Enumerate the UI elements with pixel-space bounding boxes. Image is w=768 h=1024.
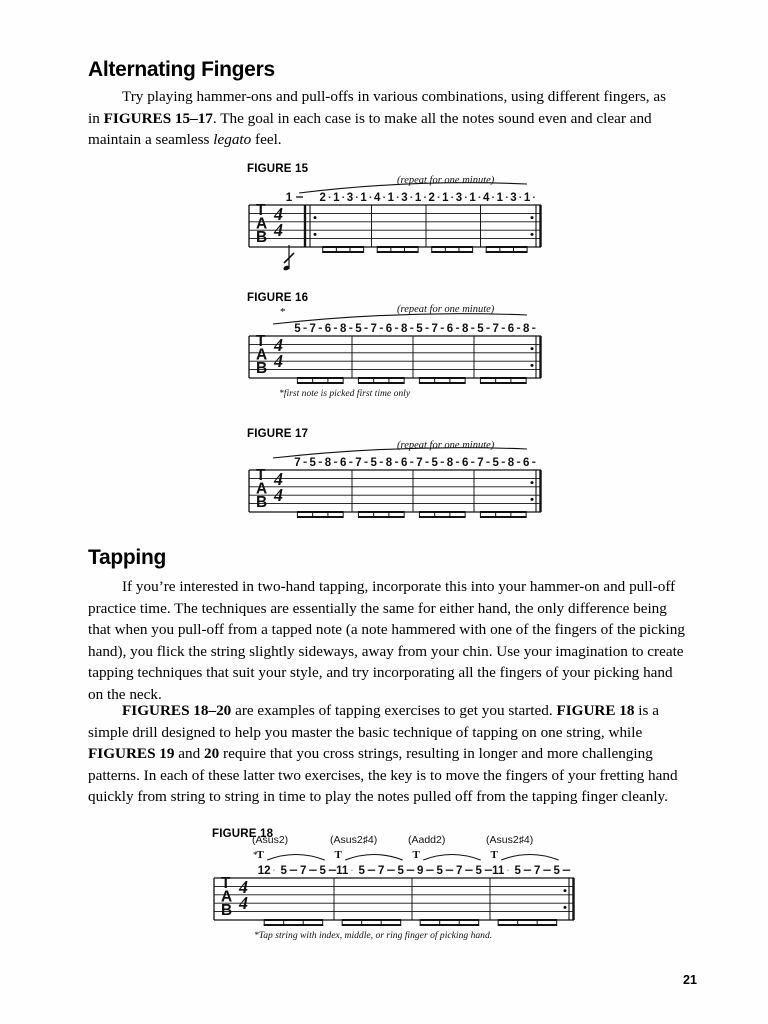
fret-number: 8 <box>385 457 393 469</box>
figure-16-footnote: *first note is picked first time only <box>279 388 411 399</box>
chord-label-wrapper <box>486 834 596 850</box>
text-run: FIGURES 19 <box>88 745 175 762</box>
figure-18-footnote: *Tap string with index, middle, or ring finger of picking hand. <box>254 930 493 941</box>
fret-number: 5 <box>431 457 438 469</box>
fret-number: 7 <box>370 323 377 335</box>
fret-number: 7 <box>294 457 301 469</box>
figure-17-label: FIGURE 17 <box>247 428 309 440</box>
start-repeat-dot <box>314 216 317 219</box>
fret-number: 7 <box>431 323 438 335</box>
fret-number: 6 <box>507 323 515 335</box>
text-run: legato <box>213 131 252 148</box>
fret-number: 11 <box>492 865 505 877</box>
fret-number: 5 <box>477 323 484 335</box>
paragraph-alternating-fingers <box>88 86 680 151</box>
slur-arc <box>267 855 325 861</box>
page-number: 21 <box>683 973 697 987</box>
fret-number: 5 <box>416 323 423 335</box>
fret-number: 7 <box>299 865 307 877</box>
figure-16-label: FIGURE 16 <box>247 292 309 304</box>
slur-arc <box>345 855 403 861</box>
fret-number: 5 <box>309 457 316 469</box>
time-signature-digit: 4 <box>274 485 283 505</box>
chord-label: (Asus2) <box>252 834 289 846</box>
fret-number: 3 <box>401 192 408 204</box>
fret-number: 1 <box>387 192 395 204</box>
fret-number: 8 <box>339 323 347 335</box>
fret-number: 6 <box>339 457 347 469</box>
figure-17-tab-staff <box>247 428 547 528</box>
fret-number: 1 <box>442 192 449 204</box>
text-run: Try playing hammer-ons and pull-offs in various combinations, using different fingers, as in <box>88 88 666 127</box>
tap-marker: T <box>334 849 342 861</box>
fret-number: 5 <box>280 865 287 877</box>
figure-18-label: FIGURE 18 <box>212 828 274 840</box>
fret-number: 8 <box>400 323 408 335</box>
end-repeat-dot <box>531 233 534 236</box>
fret-number: 6 <box>400 457 408 469</box>
figure-18-asterisk: * <box>253 850 258 860</box>
tab-clef-letter: T <box>256 467 266 484</box>
text-run: FIGURES 18–20 <box>122 702 232 719</box>
fret-number: 5 <box>553 865 560 877</box>
tab-clef-letter: A <box>256 346 268 364</box>
fret-number: 8 <box>522 323 530 335</box>
fret-number: 3 <box>346 192 354 204</box>
fret-number: 6 <box>385 323 393 335</box>
end-repeat-dot <box>531 364 534 367</box>
pickup-fret-number: 1 <box>285 192 293 204</box>
fret-number: 7 <box>455 865 463 877</box>
fret-number: 7 <box>492 323 499 335</box>
tab-clef-letter: A <box>256 480 268 498</box>
fret-number: 5 <box>355 323 362 335</box>
figure-16 <box>247 292 547 402</box>
text-run: is a simple drill designed to help you master the basic technique of tapping on one string, while <box>88 702 659 741</box>
tap-marker: T <box>412 849 420 861</box>
time-signature-digit: 4 <box>274 351 283 371</box>
end-repeat-dot <box>531 347 534 350</box>
fret-number: 5 <box>358 865 365 877</box>
tab-clef-letter: B <box>256 360 268 378</box>
slur-arc <box>423 855 481 861</box>
end-repeat-dot <box>564 889 567 892</box>
text-run: . The goal in each case is to make all the notes sound even and clear and maintain a seamless <box>88 109 652 148</box>
figure-15-tab-staff <box>247 163 547 263</box>
time-signature-digit: 4 <box>274 220 283 240</box>
fret-number: 7 <box>377 865 385 877</box>
fret-number: 5 <box>475 865 482 877</box>
fret-number: 5 <box>294 323 301 335</box>
fret-number: 6 <box>446 323 454 335</box>
text-run: FIGURES 15–17 <box>103 109 213 127</box>
tab-clef-letter: A <box>221 888 233 906</box>
tab-clef-letter: B <box>256 494 268 512</box>
fret-number: 11 <box>336 865 349 877</box>
tab-clef-letter: A <box>256 215 268 233</box>
tap-marker: T <box>490 849 498 861</box>
fret-number: 8 <box>507 457 515 469</box>
figure-16-asterisk: * <box>280 306 286 318</box>
fret-number: 7 <box>309 323 316 335</box>
text-run: feel. <box>251 131 282 148</box>
tab-clef-letter: B <box>256 229 268 247</box>
fret-number: 1 <box>496 192 504 204</box>
fret-number: 3 <box>455 192 463 204</box>
text-run: If you’re interested in two-hand tapping, incorporate this into your hammer-on and pull-off practice time. The techniques are essentially the same for either hand, the only difference being that when you pull-off from a tapped note (a note hammered with one of the fingers of the picking hand), you flick the string slightly sideways, away from your chin. Use your imagination to create tapping techniques that suit your style, and try incorporating all the fingers of your picking hand on the neck. <box>88 578 685 703</box>
figure-17 <box>247 428 547 528</box>
fret-number: 2 <box>428 192 435 204</box>
fret-number: 4 <box>483 192 490 204</box>
tap-marker: T <box>256 849 264 861</box>
fret-number: 5 <box>436 865 443 877</box>
fret-number: 4 <box>374 192 381 204</box>
fret-number: 6 <box>324 323 332 335</box>
page-title-tapping: Tapping <box>88 546 166 569</box>
time-signature-digit: 4 <box>274 469 283 489</box>
fret-number: 2 <box>319 192 326 204</box>
fret-number: 1 <box>360 192 367 204</box>
fret-number: 12 <box>257 865 271 877</box>
figure-18 <box>212 828 582 948</box>
fret-number: 7 <box>416 457 423 469</box>
figure-17-repeat-note: (repeat for one minute) <box>397 440 495 451</box>
figure-16-tab-staff <box>247 292 547 402</box>
fret-number: 8 <box>446 457 454 469</box>
fret-number: 5 <box>370 457 377 469</box>
figure-16-repeat-note: (repeat for one minute) <box>397 304 495 315</box>
fret-number: 7 <box>355 457 362 469</box>
chord-label: (Asus2♯4) <box>330 834 378 846</box>
text-run: FIGURE 18 <box>556 702 635 719</box>
end-repeat-dot <box>531 481 534 484</box>
tab-clef-letter: B <box>221 902 233 920</box>
fret-number: 5 <box>514 865 521 877</box>
figure-15-repeat-note: (repeat for one minute) <box>397 175 495 186</box>
tab-clef-letter: T <box>221 875 231 892</box>
end-repeat-dot <box>564 906 567 909</box>
fret-number: 5 <box>492 457 499 469</box>
fret-number: 3 <box>510 192 517 204</box>
fret-number: 8 <box>324 457 332 469</box>
tab-clef-letter: T <box>256 333 266 350</box>
chord-label: (Aadd2) <box>408 834 446 846</box>
chord-label: (Asus2♯4) <box>486 834 534 846</box>
time-signature-digit: 4 <box>274 335 283 355</box>
end-repeat-dot <box>531 216 534 219</box>
end-repeat-dot <box>531 498 534 501</box>
text-run: require that you cross strings, resulting in longer and more challenging patterns. In each of these latter two exercises, the key is to move the fingers of your fretting hand quickly from string to string in time to play the notes pulled off from the tapping finger cleanly. <box>88 745 678 805</box>
fret-number: 5 <box>397 865 404 877</box>
fret-number: 8 <box>461 323 469 335</box>
text-run: and <box>174 745 205 762</box>
figure-15-label: FIGURE 15 <box>247 163 309 175</box>
fret-number: 9 <box>416 865 424 877</box>
time-signature-digit: 4 <box>274 204 283 224</box>
fret-number: 1 <box>469 192 476 204</box>
paragraph-tapping-intro <box>88 576 688 705</box>
figure-15 <box>247 163 547 263</box>
time-signature-digit: 4 <box>239 893 248 913</box>
time-signature-digit: 4 <box>239 877 248 897</box>
fret-number: 1 <box>523 192 531 204</box>
paragraph-tapping-figures <box>88 700 688 808</box>
tab-clef-letter: T <box>256 202 266 219</box>
text-run: are examples of tapping exercises to get you started. <box>231 702 557 719</box>
text-run: 20 <box>204 745 220 762</box>
fret-number: 1 <box>414 192 422 204</box>
fret-number: 7 <box>533 865 541 877</box>
fret-number: 6 <box>461 457 469 469</box>
fret-number: 6 <box>522 457 530 469</box>
slur-arc <box>501 855 559 861</box>
fret-number: 5 <box>319 865 326 877</box>
fret-number: 1 <box>333 192 340 204</box>
start-repeat-dot <box>314 233 317 236</box>
fret-number: 7 <box>477 457 484 469</box>
page-title-alternating-fingers: Alternating Fingers <box>88 58 275 81</box>
